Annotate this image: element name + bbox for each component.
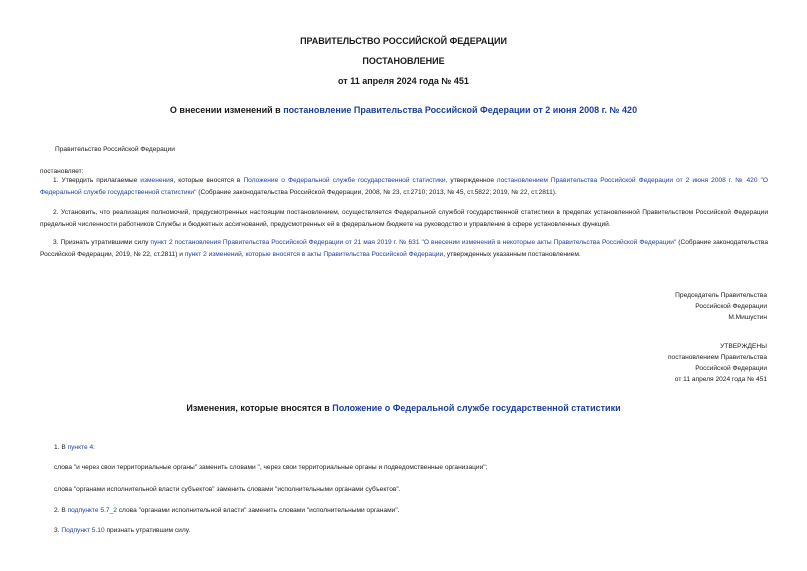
approval-line-4: от 11 апреля 2024 года № 451 — [674, 376, 767, 383]
resolves-label: постановляет: — [40, 168, 84, 175]
change-2 — [54, 505, 400, 517]
change-3-prefix: 3. — [54, 527, 62, 534]
p1-text-d: (Собрание законодательства Российской Федерации, 2008, № 23, ст.2710; 2013, № 45, ст.5822; 2019, № 22, ст.2811). — [196, 189, 557, 196]
government-name: Правительство Российской Федерации — [55, 146, 175, 153]
title-link[interactable]: постановление Правительства Российской Федерации от 2 июня 2008 г. № 420 — [283, 105, 638, 115]
document-date-number: от 11 апреля 2024 года № 451 — [338, 76, 469, 86]
p1-link-resolution[interactable]: постановлением Правительства Российской Федерации от 2 июня 2008 г. № 420 "О Федеральной службе государственной статистики" — [40, 177, 768, 196]
paragraph-1 — [40, 175, 768, 199]
p1-text-b: , которые вносятся в — [173, 177, 244, 184]
p3-text-a: 3. Признать утратившими силу — [53, 239, 151, 246]
p1-link-regulation[interactable]: Положение о Федеральной службе государственной статистики — [243, 177, 446, 184]
change-3 — [54, 525, 190, 537]
change-1-prefix: 1. В — [54, 444, 68, 451]
change-2-suffix: слова "органами исполнительной власти" заменить словами "исполнительными органами". — [116, 507, 400, 514]
approval-block — [668, 341, 767, 385]
change-3-suffix: признать утратившим силу. — [104, 527, 191, 534]
p1-text-a: 1. Утвердить прилагаемые — [53, 177, 141, 184]
p1-link-changes[interactable]: изменения — [140, 177, 174, 184]
changes-title-prefix: Изменения, которые вносятся в — [186, 403, 333, 413]
changes-title — [0, 403, 807, 413]
approval-line-2: постановлением Правительства — [667, 354, 767, 361]
signature-name: М.Мишустин — [728, 314, 767, 321]
change-1-link[interactable]: пункте 4 — [67, 444, 94, 451]
change-3-link[interactable]: Подпункт 5.10 — [61, 527, 105, 534]
p3-link-point-2[interactable]: пункт 2 постановления Правительства Российской Федерации от 21 мая 2019 г. № 631 "О внесении изменений в некоторые акты Правительства Российской Федерации" — [150, 239, 677, 246]
signature-role-2: Российской Федерации — [695, 303, 767, 310]
changes-title-link[interactable]: Положение о Федеральной службе государственной статистики — [332, 403, 621, 413]
change-1b: слова "органами исполнительной власти субъектов" заменить словами "исполнительными органами субъектов". — [54, 486, 401, 493]
signature-block — [675, 290, 767, 323]
paragraph-2: 2. Установить, что реализация полномочий, предусмотренных настоящим постановлением, осуществляется Федеральной службой государственной статистики в пределах установленной Правительством Российской Федерации предельной численности работников Службы и бюджетных ассигнований, предусмотренных ей в федеральном бюджете на руководство и управление в сфере установленных функций. — [40, 209, 768, 228]
signature-role-1: Председатель Правительства — [675, 292, 767, 299]
change-1a: слова "и через свои территориальные органы" заменить словами ", через свои территориальные органы и подведомственные организации"; — [54, 464, 488, 471]
change-1 — [54, 442, 95, 454]
paragraph-3 — [40, 237, 768, 261]
approval-line-1: УТВЕРЖДЕНЫ — [720, 343, 767, 350]
p3-link-point-2-changes[interactable]: пункт 2 изменений, которые вносятся в акты Правительства Российской Федерации — [184, 251, 444, 258]
p3-text-c: , утвержденных указанным постановлением. — [443, 251, 581, 258]
approval-line-3: Российской Федерации — [695, 365, 767, 372]
change-2-link[interactable]: подпункте 5.7_2 — [67, 507, 117, 514]
change-1-suffix: : — [93, 444, 95, 451]
change-2-prefix: 2. В — [54, 507, 68, 514]
p3-text-b: (Собрание законодательства Российской Федерации, 2019, № 22, ст.2811) и — [40, 239, 768, 258]
p1-text-c: , утвержденное — [445, 177, 498, 184]
government-heading: ПРАВИТЕЛЬСТВО РОССИЙСКОЙ ФЕДЕРАЦИИ — [300, 36, 507, 46]
document-type: ПОСТАНОВЛЕНИЕ — [362, 56, 445, 66]
title-prefix: О внесении изменений в — [169, 105, 284, 115]
document-title — [0, 105, 807, 115]
